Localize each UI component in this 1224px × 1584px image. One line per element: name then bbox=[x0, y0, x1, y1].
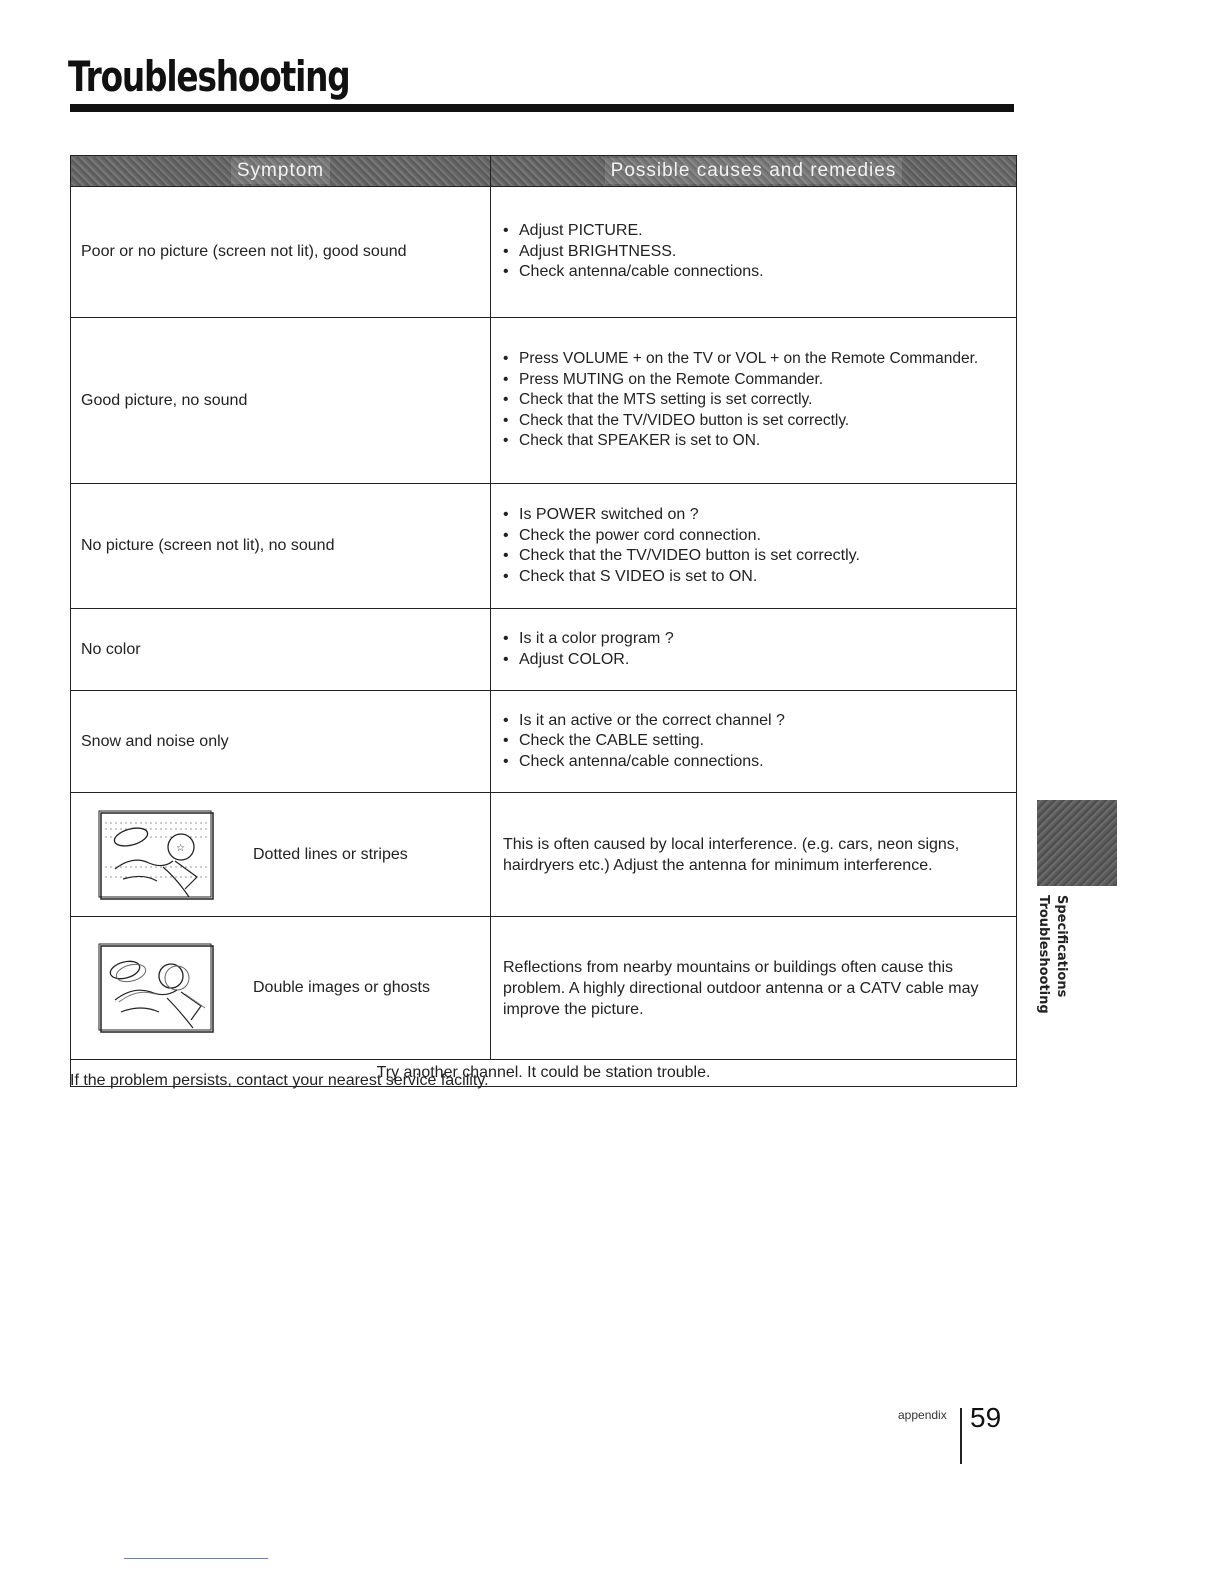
symptom-cell bbox=[71, 917, 491, 1060]
remedy-cell bbox=[491, 793, 1017, 917]
remedy-cell bbox=[491, 484, 1017, 609]
tv-ghosting-illustration bbox=[93, 940, 219, 1036]
remedy-item: • Check the power cord connection. bbox=[503, 526, 1006, 547]
table-header-row bbox=[71, 156, 1017, 187]
symptom-header: Symptom bbox=[71, 156, 491, 187]
remedy-cell bbox=[491, 691, 1017, 793]
station-trouble-note: Try another channel. It could be station trouble. bbox=[71, 1060, 1017, 1087]
remedy-item: • Press VOLUME + on the TV or VOL + on the Remote Commander. bbox=[503, 349, 1014, 370]
symptom-cell: No picture (screen not lit), no sound bbox=[71, 484, 491, 609]
symptom-cell: Snow and noise only bbox=[71, 691, 491, 793]
table-row bbox=[71, 917, 1017, 1060]
page-title: Troubleshooting bbox=[68, 52, 350, 101]
footer-divider bbox=[960, 1408, 962, 1464]
tv-interference-illustration bbox=[93, 807, 219, 903]
remedy-cell bbox=[491, 187, 1017, 318]
remedy-cell bbox=[491, 609, 1017, 691]
remedy-item: • Is it an active or the correct channel ? bbox=[503, 711, 1006, 732]
symptom-cell: No color bbox=[71, 609, 491, 691]
remedies-header: Possible causes and remedies bbox=[491, 156, 1017, 187]
symptom-cell: Good picture, no sound bbox=[71, 318, 491, 484]
section-tab-label-specifications: Specifications bbox=[1054, 895, 1069, 998]
symptom-cell bbox=[71, 793, 491, 917]
symptom-cell: Poor or no picture (screen not lit), good sound bbox=[71, 187, 491, 318]
table-row bbox=[71, 318, 1017, 484]
remedy-paragraph: Reflections from nearby mountains or buildings often cause this problem. A highly directional outdoor antenna or a CATV cable may improve the picture. bbox=[503, 958, 979, 1018]
remedy-item: • Check antenna/cable connections. bbox=[503, 752, 1006, 773]
remedy-item: • Adjust COLOR. bbox=[503, 650, 1006, 671]
title-rule bbox=[70, 104, 1014, 112]
remedy-item: • Check that the MTS setting is set correctly. bbox=[503, 390, 1014, 411]
troubleshooting-table bbox=[70, 155, 1017, 1087]
remedy-item: • Check that the TV/VIDEO button is set correctly. bbox=[503, 546, 1006, 567]
service-note: If the problem persists, contact your nearest service facility. bbox=[70, 1072, 489, 1089]
table-row bbox=[71, 691, 1017, 793]
remedy-item: • Check antenna/cable connections. bbox=[503, 262, 1006, 283]
remedy-item: • Press MUTING on the Remote Commander. bbox=[503, 370, 1014, 391]
remedy-paragraph: This is often caused by local interference. (e.g. cars, neon signs, hairdryers etc.) Adjust the antenna for minimum interference. bbox=[503, 835, 960, 874]
remedy-item: • Is it a color program ? bbox=[503, 629, 1006, 650]
table-row bbox=[71, 187, 1017, 318]
svg-text:☆: ☆ bbox=[176, 842, 185, 854]
section-tab-labels bbox=[1034, 895, 1074, 1015]
symptom-label: Double images or ghosts bbox=[253, 979, 430, 996]
remedy-cell bbox=[491, 318, 1017, 484]
section-tab bbox=[1037, 800, 1117, 886]
page-number: 59 bbox=[970, 1402, 1002, 1433]
remedy-item: • Is POWER switched on ? bbox=[503, 505, 1006, 526]
remedy-item: • Check the CABLE setting. bbox=[503, 731, 1006, 752]
remedy-item: • Check that S VIDEO is set to ON. bbox=[503, 567, 1006, 588]
remedy-item: • Check that the TV/VIDEO button is set correctly. bbox=[503, 411, 1014, 432]
remedy-item: • Check that SPEAKER is set to ON. bbox=[503, 431, 1014, 452]
table-row bbox=[71, 793, 1017, 917]
remedy-cell bbox=[491, 917, 1017, 1060]
symptom-label: Dotted lines or stripes bbox=[253, 845, 408, 863]
remedy-item: • Adjust BRIGHTNESS. bbox=[503, 242, 1006, 263]
table-row bbox=[71, 484, 1017, 609]
remedy-item: • Adjust PICTURE. bbox=[503, 221, 1006, 242]
scan-edge-line bbox=[124, 1558, 268, 1559]
section-label: appendix bbox=[898, 1408, 947, 1422]
table-row bbox=[71, 609, 1017, 691]
section-tab-label-troubleshooting: Troubleshooting bbox=[1036, 895, 1051, 1014]
